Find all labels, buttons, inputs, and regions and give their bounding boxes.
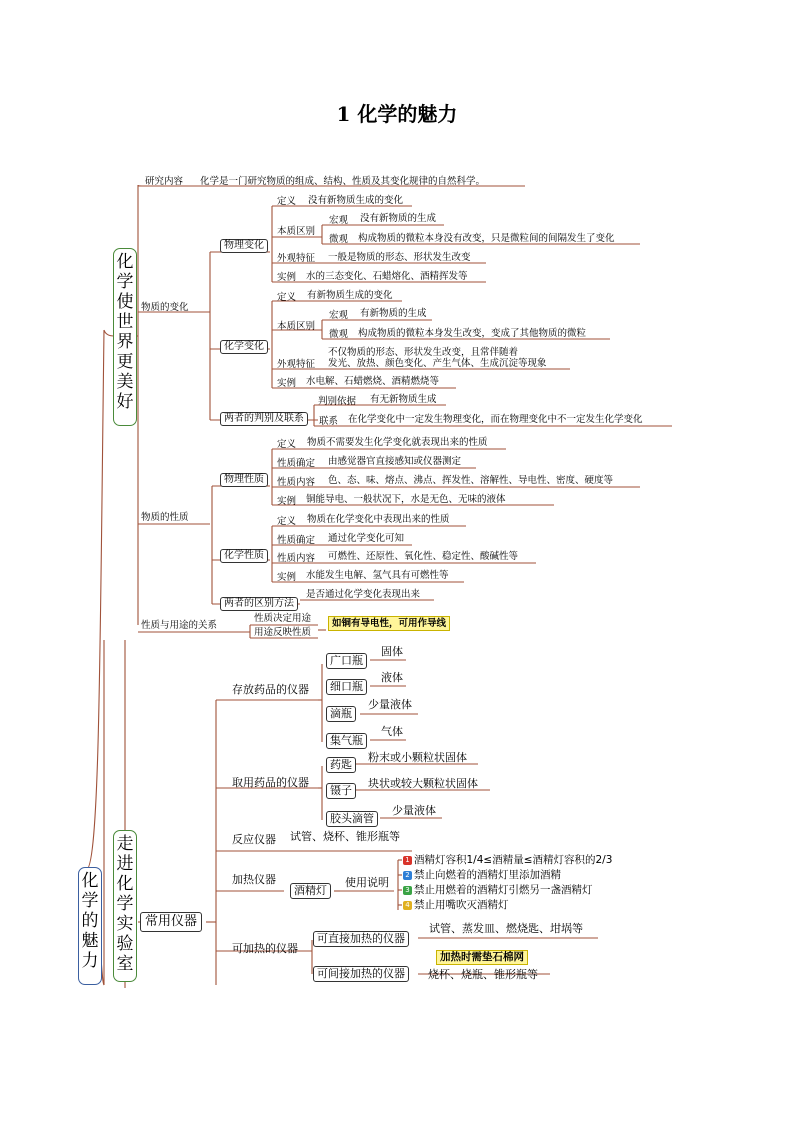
part2-node: 走进化学实验室 bbox=[113, 830, 137, 982]
cp-content: 可燃性、还原性、氧化性、稳定性、酸碱性等 bbox=[328, 551, 519, 562]
pp-def-label: 定义 bbox=[277, 439, 297, 450]
pp-def: 物质不需要发生化学变化就表现出来的性质 bbox=[307, 437, 488, 448]
pp-confirm-label: 性质确定 bbox=[277, 458, 316, 469]
store-use-4: 气体 bbox=[381, 725, 403, 738]
judge-basis: 有无新物质生成 bbox=[370, 394, 437, 405]
research-text: 化学是一门研究物质的组成、结构、性质及其变化规律的自然科学。 bbox=[200, 176, 486, 187]
pc-example: 水的三态变化、石蜡熔化、酒精挥发等 bbox=[306, 271, 468, 282]
cp-example-label: 实例 bbox=[277, 572, 297, 583]
store-item-2: 细口瓶 bbox=[326, 679, 367, 695]
rule-3-text: 禁止用燃着的酒精灯引燃另一盏酒精灯 bbox=[414, 884, 593, 896]
pc-def-label: 定义 bbox=[277, 196, 297, 207]
judge-link: 在化学变化中一定发生物理变化，而在物理变化中不一定发生化学变化 bbox=[348, 414, 643, 425]
cp-def-label: 定义 bbox=[277, 516, 297, 527]
indirect-heat-node: 可间接加热的仪器 bbox=[313, 966, 409, 982]
judge-node: 两者的判别及联系 bbox=[220, 412, 308, 426]
property-label: 物质的性质 bbox=[141, 512, 189, 523]
cp-confirm-label: 性质确定 bbox=[277, 535, 316, 546]
usage-label: 使用说明 bbox=[345, 876, 389, 889]
part1-node: 化学使世界更美好 bbox=[113, 248, 137, 426]
instruments-node: 常用仪器 bbox=[140, 912, 202, 932]
pp-example: 铜能导电、一般状况下，水是无色、无味的液体 bbox=[306, 494, 506, 505]
pp-content: 色、态、味、熔点、沸点、挥发性、溶解性、导电性、密度、硬度等 bbox=[328, 475, 614, 486]
store-item-3: 滴瓶 bbox=[326, 706, 356, 722]
cc-macro: 有新物质的生成 bbox=[360, 308, 427, 319]
cc-def: 有新物质生成的变化 bbox=[307, 290, 393, 301]
indirect-heat-note: 加热时需垫石棉网 bbox=[436, 950, 528, 965]
pc-macro: 没有新物质的生成 bbox=[360, 213, 437, 224]
cc-essence-label: 本质区别 bbox=[277, 321, 316, 332]
physical-change-node: 物理变化 bbox=[220, 239, 268, 253]
root-node: 化学的魅力 bbox=[78, 867, 102, 985]
take-item-1: 药匙 bbox=[326, 757, 356, 773]
pc-macro-label: 宏观 bbox=[329, 215, 349, 226]
change-label: 物质的变化 bbox=[141, 302, 189, 313]
take-item-2: 镊子 bbox=[326, 783, 356, 799]
take-use-3: 少量液体 bbox=[392, 804, 436, 817]
store-use-3: 少量液体 bbox=[368, 698, 412, 711]
judge-basis-label: 判别依据 bbox=[318, 396, 357, 407]
property-diff-node: 两者的区别方法 bbox=[220, 597, 298, 611]
pc-feature: 一般是物质的形态、形状发生改变 bbox=[328, 252, 471, 263]
store-use-2: 液体 bbox=[381, 671, 403, 684]
pc-example-label: 实例 bbox=[277, 272, 297, 283]
cp-confirm: 通过化学变化可知 bbox=[328, 533, 405, 544]
use-a: 性质决定用途 bbox=[254, 613, 312, 624]
direct-heat-text: 试管、蒸发皿、燃烧匙、坩埚等 bbox=[429, 922, 583, 935]
chemical-change-node: 化学变化 bbox=[220, 340, 268, 354]
store-use-1: 固体 bbox=[381, 645, 403, 658]
rule-3-icon: 3 bbox=[403, 886, 412, 895]
chemical-property-node: 化学性质 bbox=[220, 549, 268, 563]
pc-def: 没有新物质生成的变化 bbox=[308, 195, 404, 206]
cc-macro-label: 宏观 bbox=[329, 310, 349, 321]
cc-micro-label: 微观 bbox=[329, 329, 349, 340]
cc-example-label: 实例 bbox=[277, 378, 297, 389]
pc-micro-label: 微观 bbox=[329, 234, 349, 245]
property-diff-text: 是否通过化学变化表现出来 bbox=[306, 589, 421, 600]
rule-2-icon: 2 bbox=[403, 871, 412, 880]
research-label: 研究内容 bbox=[145, 176, 184, 187]
store-item-4: 集气瓶 bbox=[326, 733, 367, 749]
take-use-2: 块状或较大颗粒状固体 bbox=[368, 777, 478, 790]
lamp-node: 酒精灯 bbox=[290, 883, 331, 899]
pc-essence-label: 本质区别 bbox=[277, 226, 316, 237]
pp-confirm: 由感觉器官直接感知或仪器测定 bbox=[328, 456, 462, 467]
heatable-label: 可加热的仪器 bbox=[232, 942, 298, 955]
use-label: 性质与用途的关系 bbox=[141, 620, 218, 631]
pp-content-label: 性质内容 bbox=[277, 477, 316, 488]
cp-content-label: 性质内容 bbox=[277, 553, 316, 564]
indirect-heat-text: 烧杯、烧瓶、锥形瓶等 bbox=[428, 968, 538, 981]
pc-feature-label: 外观特征 bbox=[277, 253, 316, 264]
react-text: 试管、烧杯、锥形瓶等 bbox=[290, 830, 400, 843]
take-item-3: 胶头滴管 bbox=[326, 811, 378, 827]
rule-2-text: 禁止向燃着的酒精灯里添加酒精 bbox=[414, 869, 561, 881]
store-item-1: 广口瓶 bbox=[326, 653, 367, 669]
rule-4-text: 禁止用嘴吹灭酒精灯 bbox=[414, 899, 509, 911]
rule-4-icon: 4 bbox=[403, 901, 412, 910]
use-note: 如铜有导电性，可用作导线 bbox=[328, 616, 450, 631]
take-label: 取用药品的仪器 bbox=[232, 776, 309, 789]
react-label: 反应仪器 bbox=[232, 833, 276, 846]
cp-def: 物质在化学变化中表现出来的性质 bbox=[307, 514, 450, 525]
cc-example: 水电解、石蜡燃烧、酒精燃烧等 bbox=[306, 376, 440, 387]
judge-link-label: 联系 bbox=[319, 416, 339, 427]
pc-micro: 构成物质的微粒本身没有改变，只是微粒间的间隔发生了变化 bbox=[358, 233, 615, 244]
rule-1-icon: 1 bbox=[403, 856, 412, 865]
store-label: 存放药品的仪器 bbox=[232, 683, 309, 696]
direct-heat-node: 可直接加热的仪器 bbox=[313, 931, 409, 947]
cc-micro: 构成物质的微粒本身发生改变，变成了其他物质的微粒 bbox=[358, 328, 587, 339]
cc-feature-label: 外观特征 bbox=[277, 359, 316, 370]
pp-example-label: 实例 bbox=[277, 496, 297, 507]
heat-label: 加热仪器 bbox=[232, 873, 276, 886]
cp-example: 水能发生电解、氢气具有可燃性等 bbox=[306, 570, 449, 581]
page-title: 1 化学的魅力 bbox=[336, 102, 458, 126]
cc-def-label: 定义 bbox=[277, 292, 297, 303]
cc-feature-2: 发光、放热、颜色变化、产生气体、生成沉淀等现象 bbox=[328, 358, 547, 369]
cc-feature-1: 不仅物质的形态、形状发生改变，且常伴随着 bbox=[328, 347, 519, 358]
use-b: 用途反映性质 bbox=[254, 627, 312, 638]
physical-property-node: 物理性质 bbox=[220, 473, 268, 487]
take-use-1: 粉末或小颗粒状固体 bbox=[368, 751, 467, 764]
rule-1-text: 酒精灯容积1/4≤酒精量≤酒精灯容积的2/3 bbox=[414, 854, 613, 866]
